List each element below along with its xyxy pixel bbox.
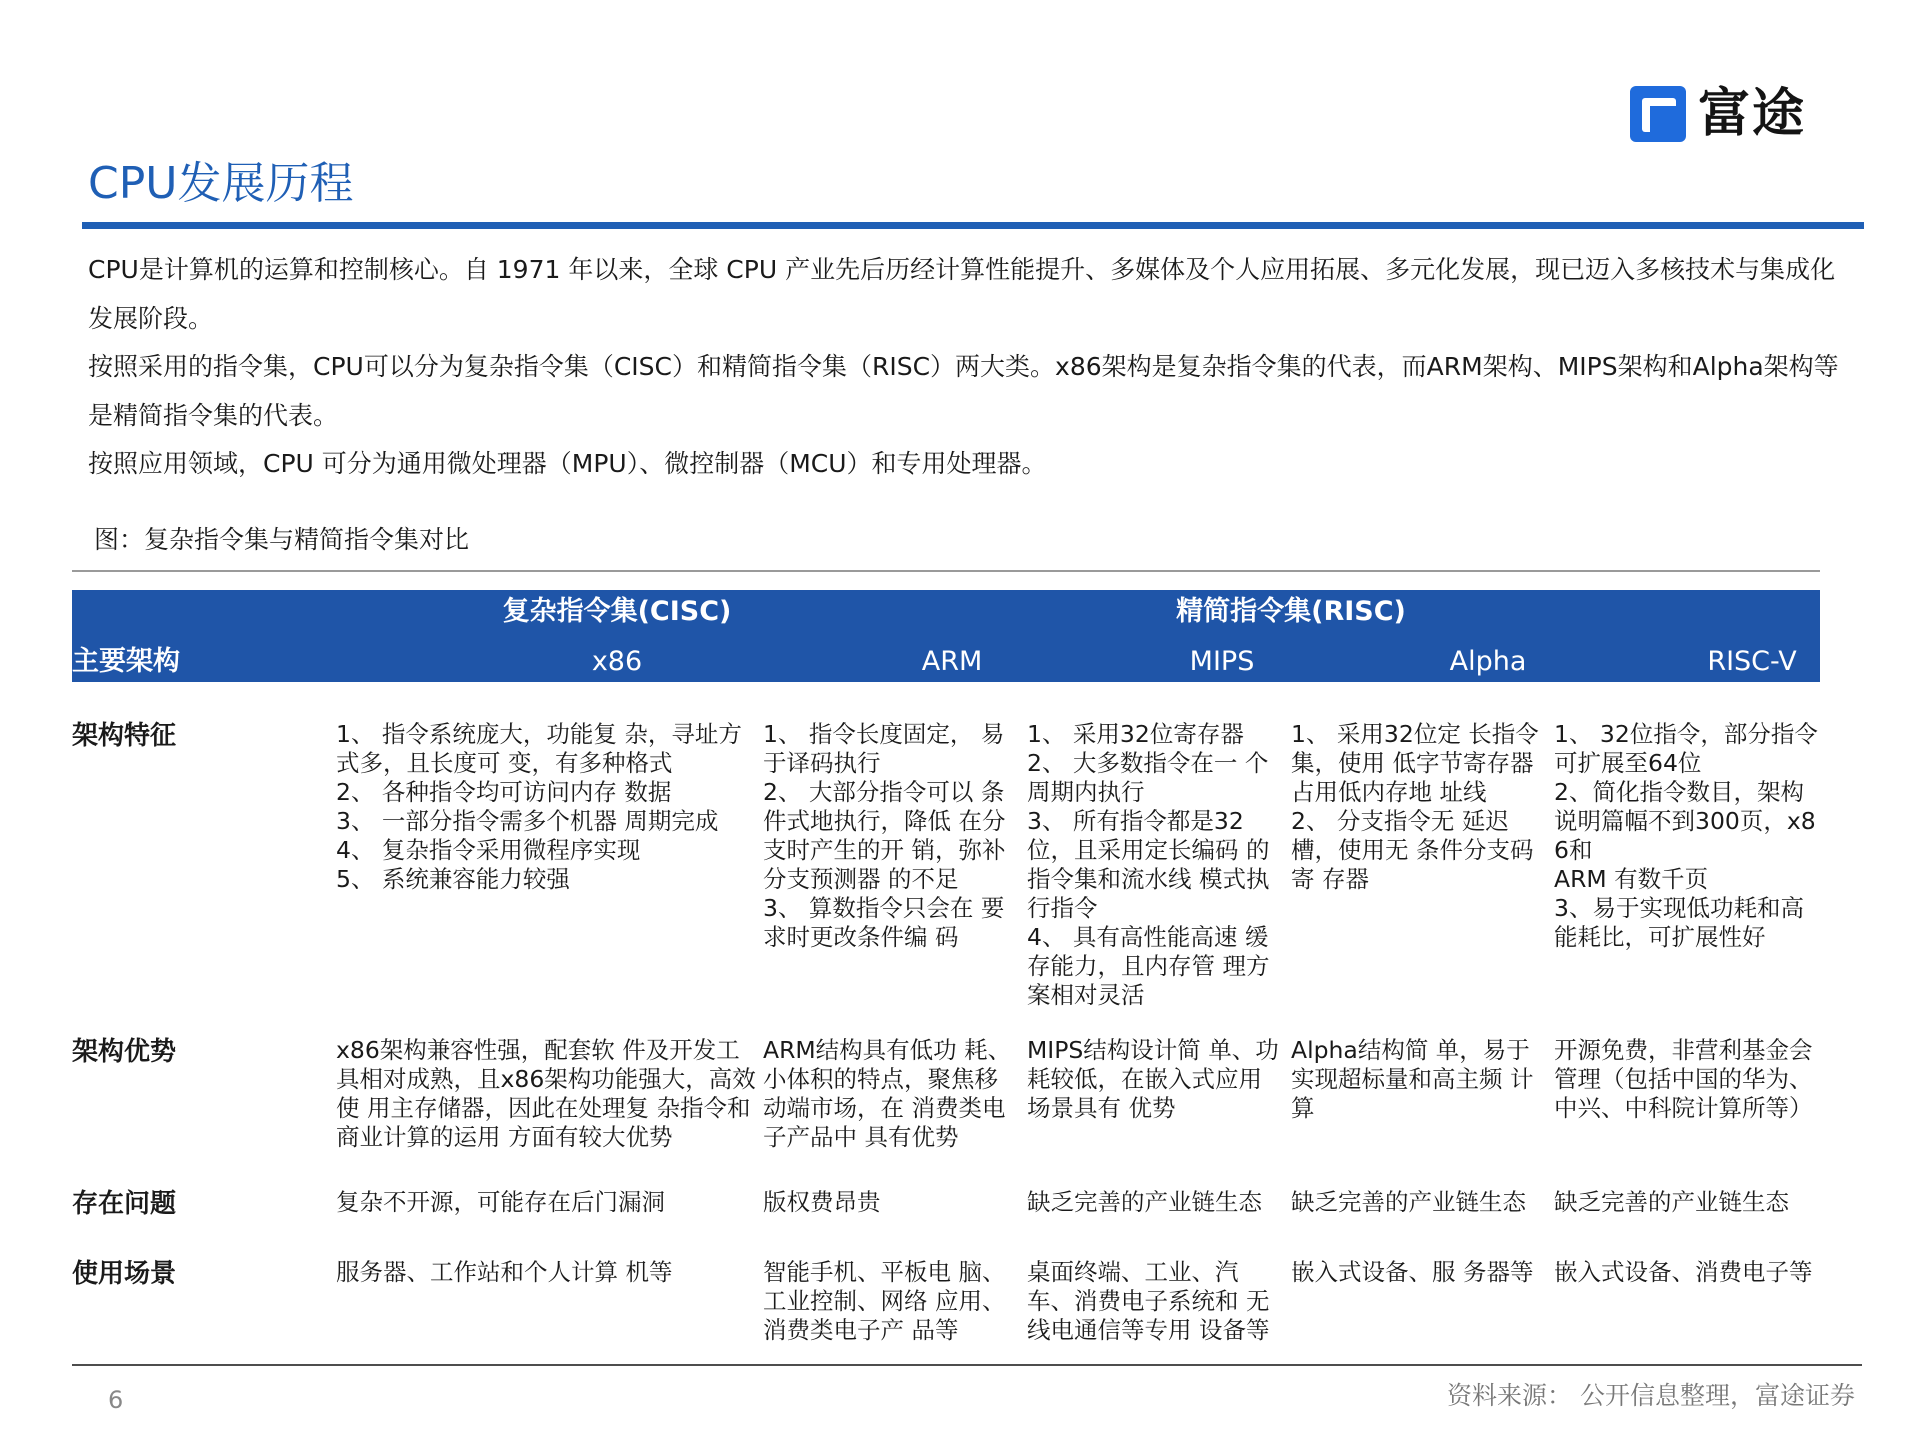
row-header-label: 主要架构 (72, 646, 180, 677)
group-header-risc: 精简指令集(RISC) (1176, 596, 1406, 627)
table-cell: Alpha结构简 单，易于实现超标量和高主频 计算 (1291, 1036, 1534, 1122)
row-label: 架构特征 (72, 721, 177, 751)
page-number: 6 (108, 1386, 124, 1414)
table-cell: 版权费昂贵 (763, 1188, 881, 1216)
row-label: 使用场景 (72, 1259, 177, 1289)
table-cell: 复杂不开源，可能存在后门漏洞 (336, 1188, 665, 1216)
table-cell: 桌面终端、工业、汽车、消费电子系统和 无线电通信等专用 设备等 (1027, 1258, 1270, 1344)
table-cell: 缺乏完善的产业链生态 (1027, 1188, 1262, 1216)
table-cell: MIPS结构设计简 单、功耗较低，在嵌入式应用场景具有 优势 (1027, 1036, 1279, 1122)
brand-logo-text: 富途 (1698, 84, 1807, 144)
table-cell: 嵌入式设备、服 务器等 (1291, 1258, 1534, 1286)
table-cell: x86架构兼容性强，配套软 件及开发工具相对成熟，且x86架构功能强大，高效使 用主存储器，因此在处理复 杂指令和商业计算的运用 方面有较大优势 (336, 1036, 756, 1151)
column-header-alpha: Alpha (1449, 646, 1527, 677)
title-divider (82, 222, 1864, 229)
intro-text (88, 246, 1858, 489)
table-cell: 1、 采用32位定 长指令集，使用 低字节寄存器 占用低内存地 址线 2、 分支指令无 延迟槽，使用无 条件分支码寄 存器 (1291, 720, 1539, 893)
group-header-cisc: 复杂指令集(CISC) (502, 596, 732, 627)
table-cell: 1、 指令长度固定， 易于译码执行 2、 大部分指令可以 条件式地执行，降低 在分支时产生的开 销，弥补分支预测器 的不足 3、 算数指令只会在 要求时更改条件编 码 (763, 720, 1006, 951)
table-cell: 1、 指令系统庞大，功能复 杂，寻址方式多，且长度可 变，有多种格式 2、 各种指令均可访问内存 数据 3、 一部分指令需多个机器 周期完成 4、 复杂指令采用微程序实现 5、 系统兼容能力较强 (336, 720, 742, 893)
page-title: CPU发展历程 (88, 158, 354, 209)
source-note: 资料来源： 公开信息整理，富途证券 (1447, 1381, 1855, 1410)
column-header-x86: x86 (591, 646, 643, 677)
table-header (72, 590, 1820, 682)
intro-paragraph: 按照采用的指令集，CPU可以分为复杂指令集（CISC）和精简指令集（RISC）两大类。x86架构是复杂指令集的代表，而ARM架构、MIPS架构和Alpha架构等是精简指令集的代表。 (88, 352, 1839, 430)
table-cell: 智能手机、平板电 脑、工业控制、网络 应用、消费类电子产 品等 (763, 1258, 1006, 1344)
table-cell: 缺乏完善的产业链生态 (1291, 1188, 1526, 1216)
table-cell: 1、 采用32位寄存器 2、 大多数指令在一 个周期内执行 3、 所有指令都是32 位，且采用定长编码 的指令集和流水线 模式执行指令 4、 具有高性能高速 缓存能力，且内存管 理方案相对灵活 (1027, 720, 1270, 1009)
brand-logo (1630, 84, 1806, 144)
row-label: 架构优势 (72, 1037, 177, 1067)
intro-paragraph: CPU是计算机的运算和控制核心。自 1971 年以来，全球 CPU 产业先后历经计算性能提升、多媒体及个人应用拓展、多元化发展，现已迈入多核技术与集成化发展阶段。 (88, 255, 1836, 333)
futu-logo-icon (1630, 86, 1686, 142)
table-cell: 嵌入式设备、消费电子等 (1554, 1258, 1813, 1286)
figure-caption: 图：复杂指令集与精简指令集对比 (94, 525, 470, 554)
table-cell: 缺乏完善的产业链生态 (1554, 1188, 1789, 1216)
table-cell: 开源免费，非营利基金会管理（包括中国的华为、中兴、中科院计算所等） (1554, 1036, 1813, 1122)
caption-divider (72, 570, 1820, 572)
table-cell: ARM结构具有低功 耗、小体积的特点，聚焦移动端市场，在 消费类电子产品中 具有优势 (763, 1036, 1012, 1151)
column-header-riscv: RISC-V (1707, 646, 1797, 677)
intro-paragraph: 按照应用领域，CPU 可分为通用微处理器（MPU）、微控制器（MCU）和专用处理器。 (88, 449, 1047, 478)
row-label: 存在问题 (72, 1189, 177, 1219)
column-header-arm: ARM (921, 646, 983, 677)
footer-divider (72, 1364, 1862, 1366)
table-cell: 1、 32位指令，部分指令可扩展至64位 2、简化指令数目，架构说明篇幅不到300页，x86和 ARM 有数千页 3、易于实现低功耗和高能耗比，可扩展性好 (1554, 720, 1818, 951)
column-header-mips: MIPS (1189, 646, 1255, 677)
table-cell: 服务器、工作站和个人计算 机等 (336, 1258, 673, 1286)
